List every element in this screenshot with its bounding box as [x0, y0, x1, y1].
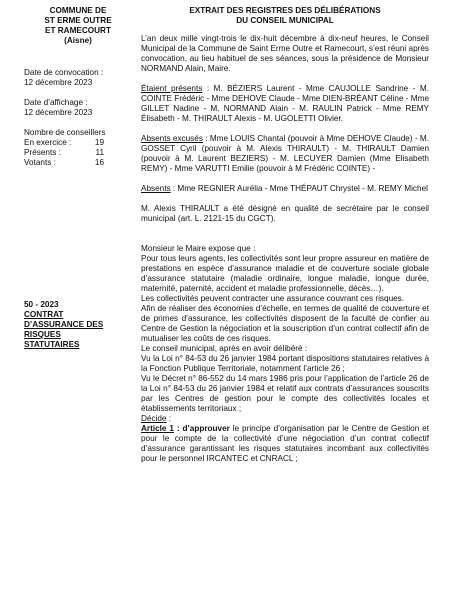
deliberation-title-line: CONTRAT [24, 310, 64, 319]
commune-line: ST ERME OUTRE [44, 16, 112, 25]
absents-paragraph [141, 184, 429, 194]
convocation-date: 12 décembre 2023 [24, 78, 93, 87]
secretaire-paragraph: M. Alexis THIRAULT a été désigné en qualité de secrétaire par le conseil municipal (art. L. 2121-15 du CGCT). [141, 204, 429, 223]
body-paragraph: Le conseil municipal, après en avoir délibéré : [141, 344, 308, 353]
deliberation-heading [24, 300, 132, 350]
intro-paragraph: L’an deux mille vingt-trois le dix-huit décembre à dix-neuf heures, le Conseil Municipal de la Commune de Saint Erme Outre et Ramecourt, s’est réuni après convocation, au lieu habituel de ses séances, sous la présidence de Monsieur NORMAND Alain, Maire. [141, 34, 429, 73]
stat-label: Votants : [24, 158, 56, 167]
commune-line: ET RAMECOURT [45, 26, 111, 35]
expose-line: Monsieur le Maire expose que : [141, 244, 256, 253]
header-line: EXTRAIT DES REGISTRES DES DÉLIBÉRATIONS [189, 6, 381, 15]
excuses-label: Absents excusés [141, 134, 203, 143]
extract-header [141, 6, 429, 26]
conseillers-label: Nombre de conseillers [24, 128, 106, 137]
body-paragraph: Pour tous leurs agents, les collectivités sont leur propre assureur en matière de prestations en espèce d’assurance maladie et de couverture sociale globale d’assurance statutaire (maladie ordinaire, longue maladie, longue durée, maternité, paternité, accident et maladie professionnelle, décès…). [141, 254, 429, 293]
article-verb: d’approuver [182, 424, 230, 433]
commune-line: (Aisne) [64, 36, 92, 45]
decide-line [141, 414, 429, 424]
convocation-label: Date de convocation : [24, 68, 104, 77]
body-paragraph: Afin de réaliser des économies d’échelle, en termes de qualité de couverture et de primes d’assurance, les collectivités disposent de la faculté de confier au Centre de Gestion la négociation et la souscription d’un contrat collectif afin de mutualiser les coûts de ces risques. [141, 304, 429, 343]
presents-label: Étaient présents [141, 84, 203, 93]
excuses-paragraph [141, 134, 429, 174]
article-separator: : [173, 424, 183, 433]
stat-row [24, 148, 132, 158]
left-column [24, 6, 132, 349]
article-label: Article 1 [141, 424, 174, 433]
stat-value: 16 [94, 158, 104, 167]
article-paragraph [141, 424, 429, 464]
body-paragraph: Les collectivités peuvent contracter une assurance couvrant ces risques. [141, 294, 405, 303]
stat-row [24, 158, 132, 168]
deliberation-title-line: STATUTAIRES [24, 340, 80, 349]
decide-label: Décide [141, 414, 167, 423]
stat-label: Présents : [24, 148, 61, 157]
article-text: le principe d’organisation par le Centre de Gestion et pour le compte de la collectivité d’une négociation d’un contrat collectif d’assurance garantissant les risques statutaires incombant aux collectivités pour le personnel IRCANTEC et CNRACL ; [141, 424, 430, 463]
body-paragraph: Vu la Loi n° 84-53 du 26 janvier 1984 portant dispositions statutaires relatives à la Fonction Publique Territoriale, notamment l’article 26 ; [141, 354, 429, 373]
stat-label: En exercice : [24, 138, 72, 147]
absents-text: : Mme REGNIER Aurélia - Mme THÉPAUT Chrystel - M. REMY Michel [170, 184, 428, 193]
header-line: DU CONSEIL MUNICIPAL [236, 16, 334, 25]
deliberation-title-line: RISQUES [24, 330, 61, 339]
deliberation-title-line: D’ASSURANCE DES [24, 320, 104, 329]
commune-line: COMMUNE DE [49, 6, 107, 15]
stat-value: 11 [95, 148, 104, 157]
decide-suffix: : [166, 414, 172, 423]
affichage-label: Date d’affichage : [24, 98, 88, 107]
presents-text: : M. BÉZIERS Laurent - Mme CAUJOLLE Sandrine - M. COINTE Frédéric - Mme DEHOVE Claude - Mme DIEN-BRÉANT Céline - Mme GILLET Nadine - M. NORMAND Alain - M. RAULIN Patrick - Mme REMY Élisabeth - M. THIRAULT Alexis - M. UGOLETTI Olivier. [141, 84, 429, 123]
stat-value: 19 [94, 138, 104, 147]
right-column [141, 6, 429, 464]
affichage-block [24, 98, 132, 118]
deliberation-number: 50 - 2023 [24, 300, 59, 309]
body-paragraph: Vu le Décret n° 86-552 du 14 mars 1986 pris pour l’application de l’article 26 de la Loi n° 84-53 du 26 janvier 1984 et relatif aux contrats d’assurances souscrits par les Centres de gestion pour le compte des collectivités locales et établissements territoriaux ; [141, 374, 429, 413]
stat-row [24, 138, 132, 148]
excuses-text: : Mme LOUIS Chantal (pouvoir à Mme DEHOVE Claude) - M. GOSSET Cyril (pouvoir à M. Alexis THIRAULT) - M. THIRAULT Damien (pouvoir à M. Laurent BEZIERS) - M. LECUYER Damien (Mme Elisabeth REMY) - Mme VARUTTI Emilie (pouvoir à M Frédéric COINTE) - [141, 134, 429, 173]
absents-label: Absents [141, 184, 171, 193]
affichage-date: 12 décembre 2023 [24, 108, 93, 117]
convocation-block [24, 68, 132, 88]
conseillers-block [24, 128, 132, 168]
commune-header [24, 6, 132, 46]
presents-paragraph [141, 84, 429, 124]
